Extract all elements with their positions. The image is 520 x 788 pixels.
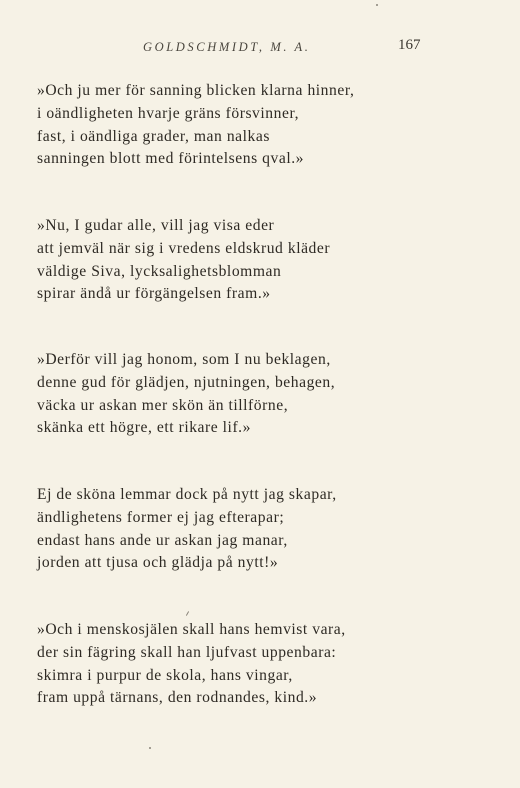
verse-line: denne gud för glädjen, njutningen, behagen, (37, 373, 336, 391)
verse-line: i oändligheten hvarje gräns försvinner, (37, 104, 300, 122)
verse-line: sanningen blott med förintelsens qval.» (37, 150, 305, 168)
page-number: 167 (398, 37, 421, 53)
verse-line: väldige Siva, lycksalighetsblomman (37, 262, 282, 280)
stanza (37, 349, 497, 440)
print-speck (149, 747, 151, 749)
stanza (37, 80, 497, 171)
verse-line: spirar ändå ur förgängelsen fram.» (37, 285, 271, 303)
verse-line: ändlighetens former ej jag efterapar; (37, 508, 285, 526)
verse-line: Ej de sköna lemmar dock på nytt jag skapar, (37, 486, 337, 503)
print-speck (186, 611, 189, 616)
running-head (0, 37, 520, 60)
verse-line: endast hans ande ur askan jag manar, (37, 531, 288, 549)
verse-line: der sin fägring skall han ljufvast uppenbara: (37, 643, 337, 661)
verse-line: väcka ur askan mer skön än tillförne, (37, 396, 289, 414)
running-title: GOLDSCHMIDT, M. A. (143, 40, 311, 54)
stanza (37, 484, 497, 575)
verse-line: »Och i menskosjälen skall hans hemvist vara, (37, 621, 346, 638)
print-speck (376, 4, 378, 6)
verse-line: »Derför vill jag honom, som I nu beklagen, (37, 351, 331, 368)
verse-line: »Nu, I gudar alle, vill jag visa eder (37, 217, 275, 234)
verse-line: skimra i purpur de skola, hans vingar, (37, 666, 293, 684)
verse-line: jorden att tjusa och glädja på nytt!» (37, 554, 279, 572)
verse-line: att jemväl när sig i vredens eldskrud kläder (37, 239, 331, 257)
stanza (37, 619, 497, 710)
verse-line: fast, i oändliga grader, man nalkas (37, 127, 270, 145)
stanza (37, 215, 497, 306)
verse-line: skänka ett högre, ett rikare lif.» (37, 419, 251, 437)
verse-line: »Och ju mer för sanning blicken klarna hinner, (37, 82, 355, 99)
verse-line: fram uppå tärnans, den rodnandes, kind.» (37, 689, 318, 707)
